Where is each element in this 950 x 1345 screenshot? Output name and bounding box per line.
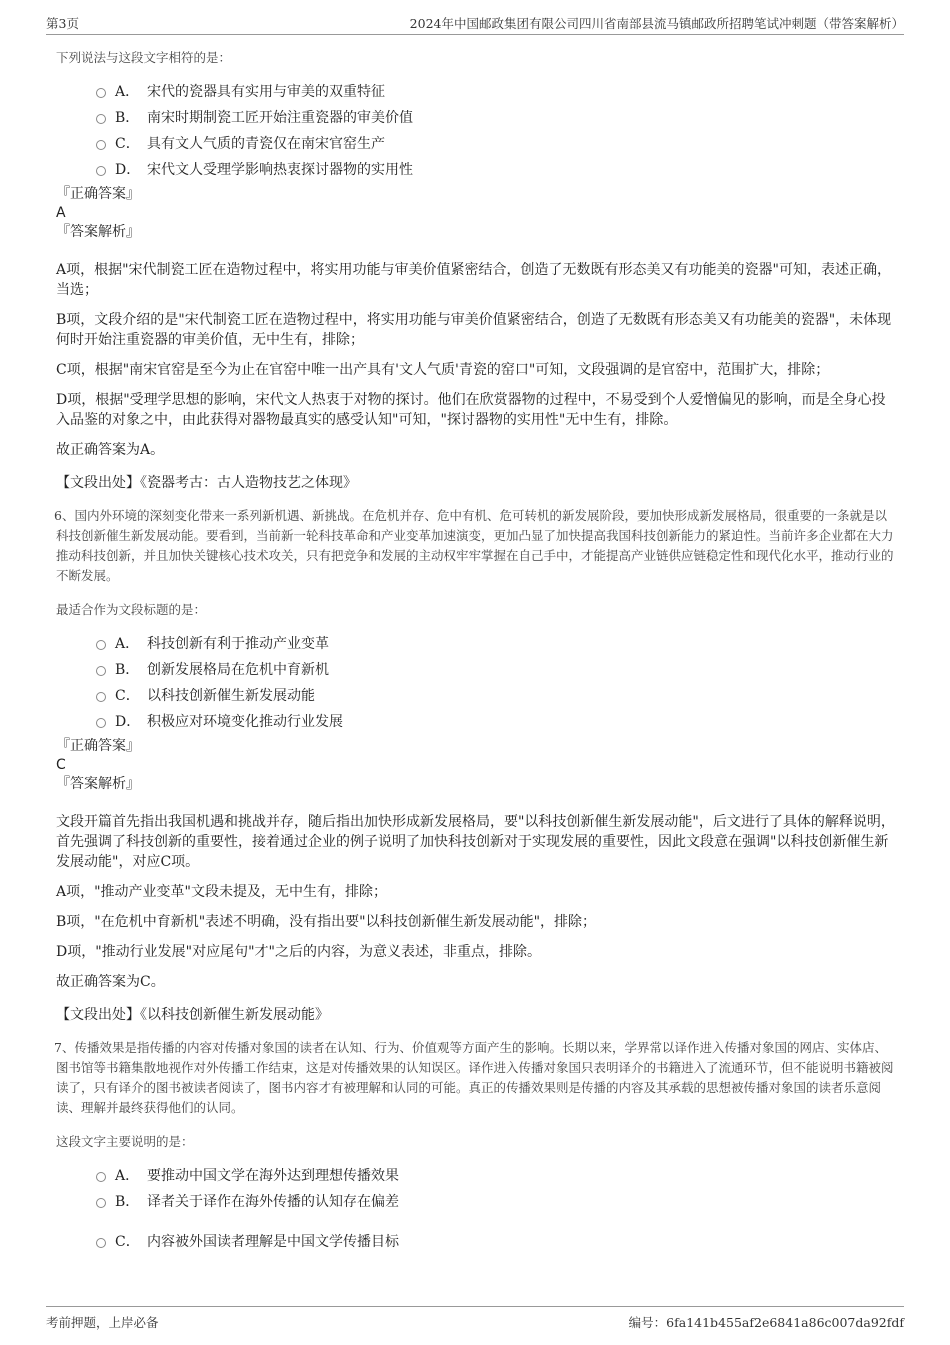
q6-analysis-a: A项，"推动产业变革"文段未提及，无中生有，排除； <box>56 884 387 900</box>
option-text: 积极应对环境变化推动行业发展 <box>147 714 343 730</box>
q6-options <box>96 630 896 734</box>
q5-option-d[interactable] <box>96 156 896 182</box>
q6-source: 【文段出处】《以科技创新催生新发展动能》 <box>56 1007 329 1023</box>
option-text: 创新发展格局在危机中育新机 <box>147 662 329 678</box>
option-text: 宋代文人受理学影响热衷探讨器物的实用性 <box>147 162 413 178</box>
option-text: 内容被外国读者理解是中国文学传播目标 <box>147 1234 399 1250</box>
q5-analysis-a: A项，根据"宋代制瓷工匠在造物过程中，将实用功能与审美价值紧密结合，创造了无数既有形态美又有功能美的瓷器"可知，表述正确，当选； <box>56 262 891 298</box>
radio-icon[interactable] <box>96 114 106 124</box>
q5-analysis-c: C项，根据"南宋官窑是至今为止在官窑中唯一出产具有'文人气质'青瓷的窑口"可知，文段强调的是官窑中，范围扩大，排除； <box>56 362 830 378</box>
q5-option-c[interactable] <box>96 130 896 156</box>
q6-prompt: 最适合作为文段标题的是： <box>56 602 207 617</box>
q5-analysis-b: B项，文段介绍的是"宋代制瓷工匠在造物过程中，将实用功能与审美价值紧密结合，创造了无数既有形态美又有功能美的瓷器"，未体现何时开始注重瓷器的审美价值，无中生有，排除； <box>56 312 892 348</box>
radio-icon[interactable] <box>96 640 106 650</box>
radio-icon[interactable] <box>96 166 106 176</box>
q6-option-a[interactable] <box>96 630 896 656</box>
q7-option-b[interactable] <box>96 1188 896 1214</box>
radio-icon[interactable] <box>96 140 106 150</box>
q7-option-a[interactable] <box>96 1162 896 1188</box>
page-header <box>46 14 904 35</box>
option-letter: D． <box>115 162 141 178</box>
option-text: 科技创新有利于推动产业变革 <box>147 636 329 652</box>
radio-icon[interactable] <box>96 718 106 728</box>
q6-conclusion: 故正确答案为C。 <box>56 974 165 990</box>
radio-icon[interactable] <box>96 88 106 98</box>
radio-icon[interactable] <box>96 692 106 702</box>
q6-passage: 6、国内外环境的深刻变化带来一系列新机遇、新挑战。在危机并存、危中有机、危可转机的新发展阶段，要加快形成新发展格局，很重要的一条就是以科技创新催生新发展动能。要看到，当前新一轮科技革命和产业变革加速演变，更加凸显了加快提高我国科技创新能力的紧迫性。当前许多企业都在大力推动科技创新，并且加快关键核心技术攻关，只有把竞争和发展的主动权牢牢掌握在自己手中，才能提高产业链供应链稳定性和现代化水平，推动行业的不断发展。 <box>54 508 894 583</box>
option-text: 要推动中国文学在海外达到理想传播效果 <box>147 1168 399 1184</box>
q5-correct-label: 『正确答案』 <box>56 186 140 202</box>
q5-option-a[interactable] <box>96 78 896 104</box>
q5-option-b[interactable] <box>96 104 896 130</box>
document-code: 编号：6fa141b455af2e6841a86c007da92fdf <box>628 1315 904 1330</box>
radio-icon[interactable] <box>96 666 106 676</box>
option-letter: C． <box>115 136 140 152</box>
page-number: 第3页 <box>46 16 79 31</box>
q7-passage: 7、传播效果是指传播的内容对传播对象国的读者在认知、行为、价值观等方面产生的影响。长期以来，学界常以译作进入传播对象国的网店、实体店、图书馆等书籍集散地视作对外传播工作结束，这是对传播效果的认知误区。译作进入传播对象国只表明译介的书籍进入了流通环节，但不能说明书籍被阅读了，只有译介的图书被读者阅读了，图书内容才有被理解和认同的可能。真正的传播效果则是传播的内容及其承载的思想被传播对象国的读者乐意阅读、理解并最终获得他们的认同。 <box>54 1040 894 1115</box>
q6-analysis-label: 『答案解析』 <box>56 776 140 792</box>
footer-slogan: 考前押题，上岸必备 <box>46 1315 159 1330</box>
option-text: 以科技创新催生新发展动能 <box>147 688 315 704</box>
radio-icon[interactable] <box>96 1172 106 1182</box>
option-letter: A． <box>115 84 140 100</box>
option-text: 南宋时期制瓷工匠开始注重瓷器的审美价值 <box>147 110 413 126</box>
q5-conclusion: 故正确答案为A。 <box>56 442 165 458</box>
option-letter: C． <box>115 688 140 704</box>
q5-analysis-d: D项，根据"受理学思想的影响，宋代文人热衷于对物的探讨。他们在欣赏器物的过程中，不易受到个人爱憎偏见的影响，而是全身心投入品鉴的对象之中，由此获得对器物最真实的感受认知"可知，"探讨器物的实用性"无中生有，排除。 <box>56 392 886 428</box>
option-text: 宋代的瓷器具有实用与审美的双重特征 <box>147 84 385 100</box>
option-letter: A． <box>115 1168 140 1184</box>
q7-option-c[interactable] <box>96 1228 896 1254</box>
radio-icon[interactable] <box>96 1198 106 1208</box>
page-footer <box>46 1306 904 1333</box>
option-letter: B． <box>115 662 140 678</box>
q6-correct-label: 『正确答案』 <box>56 738 140 754</box>
q6-option-c[interactable] <box>96 682 896 708</box>
q5-prompt: 下列说法与这段文字相符的是： <box>56 50 232 65</box>
q5-answer: A <box>56 205 66 221</box>
q6-option-d[interactable] <box>96 708 896 734</box>
option-text: 译者关于译作在海外传播的认知存在偏差 <box>147 1194 399 1210</box>
q5-analysis-label: 『答案解析』 <box>56 224 140 240</box>
option-text: 具有文人气质的青瓷仅在南宋官窑生产 <box>147 136 385 152</box>
option-letter: C． <box>115 1234 140 1250</box>
q6-analysis-b: B项，"在危机中育新机"表述不明确，没有指出要"以科技创新催生新发展动能"，排除； <box>56 914 597 930</box>
q6-analysis-d: D项，"推动行业发展"对应尾句"才"之后的内容，为意义表述，非重点，排除。 <box>56 944 541 960</box>
option-letter: D． <box>115 714 141 730</box>
q6-answer: C <box>56 757 66 773</box>
option-letter: B． <box>115 1194 140 1210</box>
q6-analysis-main: 文段开篇首先指出我国机遇和挑战并存，随后指出加快形成新发展格局，要"以科技创新催生新发展动能"，后文进行了具体的解释说明，首先强调了科技创新的重要性，接着通过企业的例子说明了加快科技创新对于实现发展的重要性，因此文段意在强调"以科技创新催生新发展动能"，对应C项。 <box>56 814 895 870</box>
document-title: 2024年中国邮政集团有限公司四川省南部县流马镇邮政所招聘笔试冲刺题（带答案解析） <box>409 16 904 31</box>
radio-icon[interactable] <box>96 1238 106 1248</box>
document-content <box>56 38 896 1256</box>
option-letter: B． <box>115 110 140 126</box>
option-letter: A． <box>115 636 140 652</box>
q7-prompt: 这段文字主要说明的是： <box>56 1134 194 1149</box>
q5-options <box>96 78 896 182</box>
q7-options <box>96 1162 896 1254</box>
q6-option-b[interactable] <box>96 656 896 682</box>
q5-source: 【文段出处】《瓷器考古：古人造物技艺之体现》 <box>56 475 357 491</box>
